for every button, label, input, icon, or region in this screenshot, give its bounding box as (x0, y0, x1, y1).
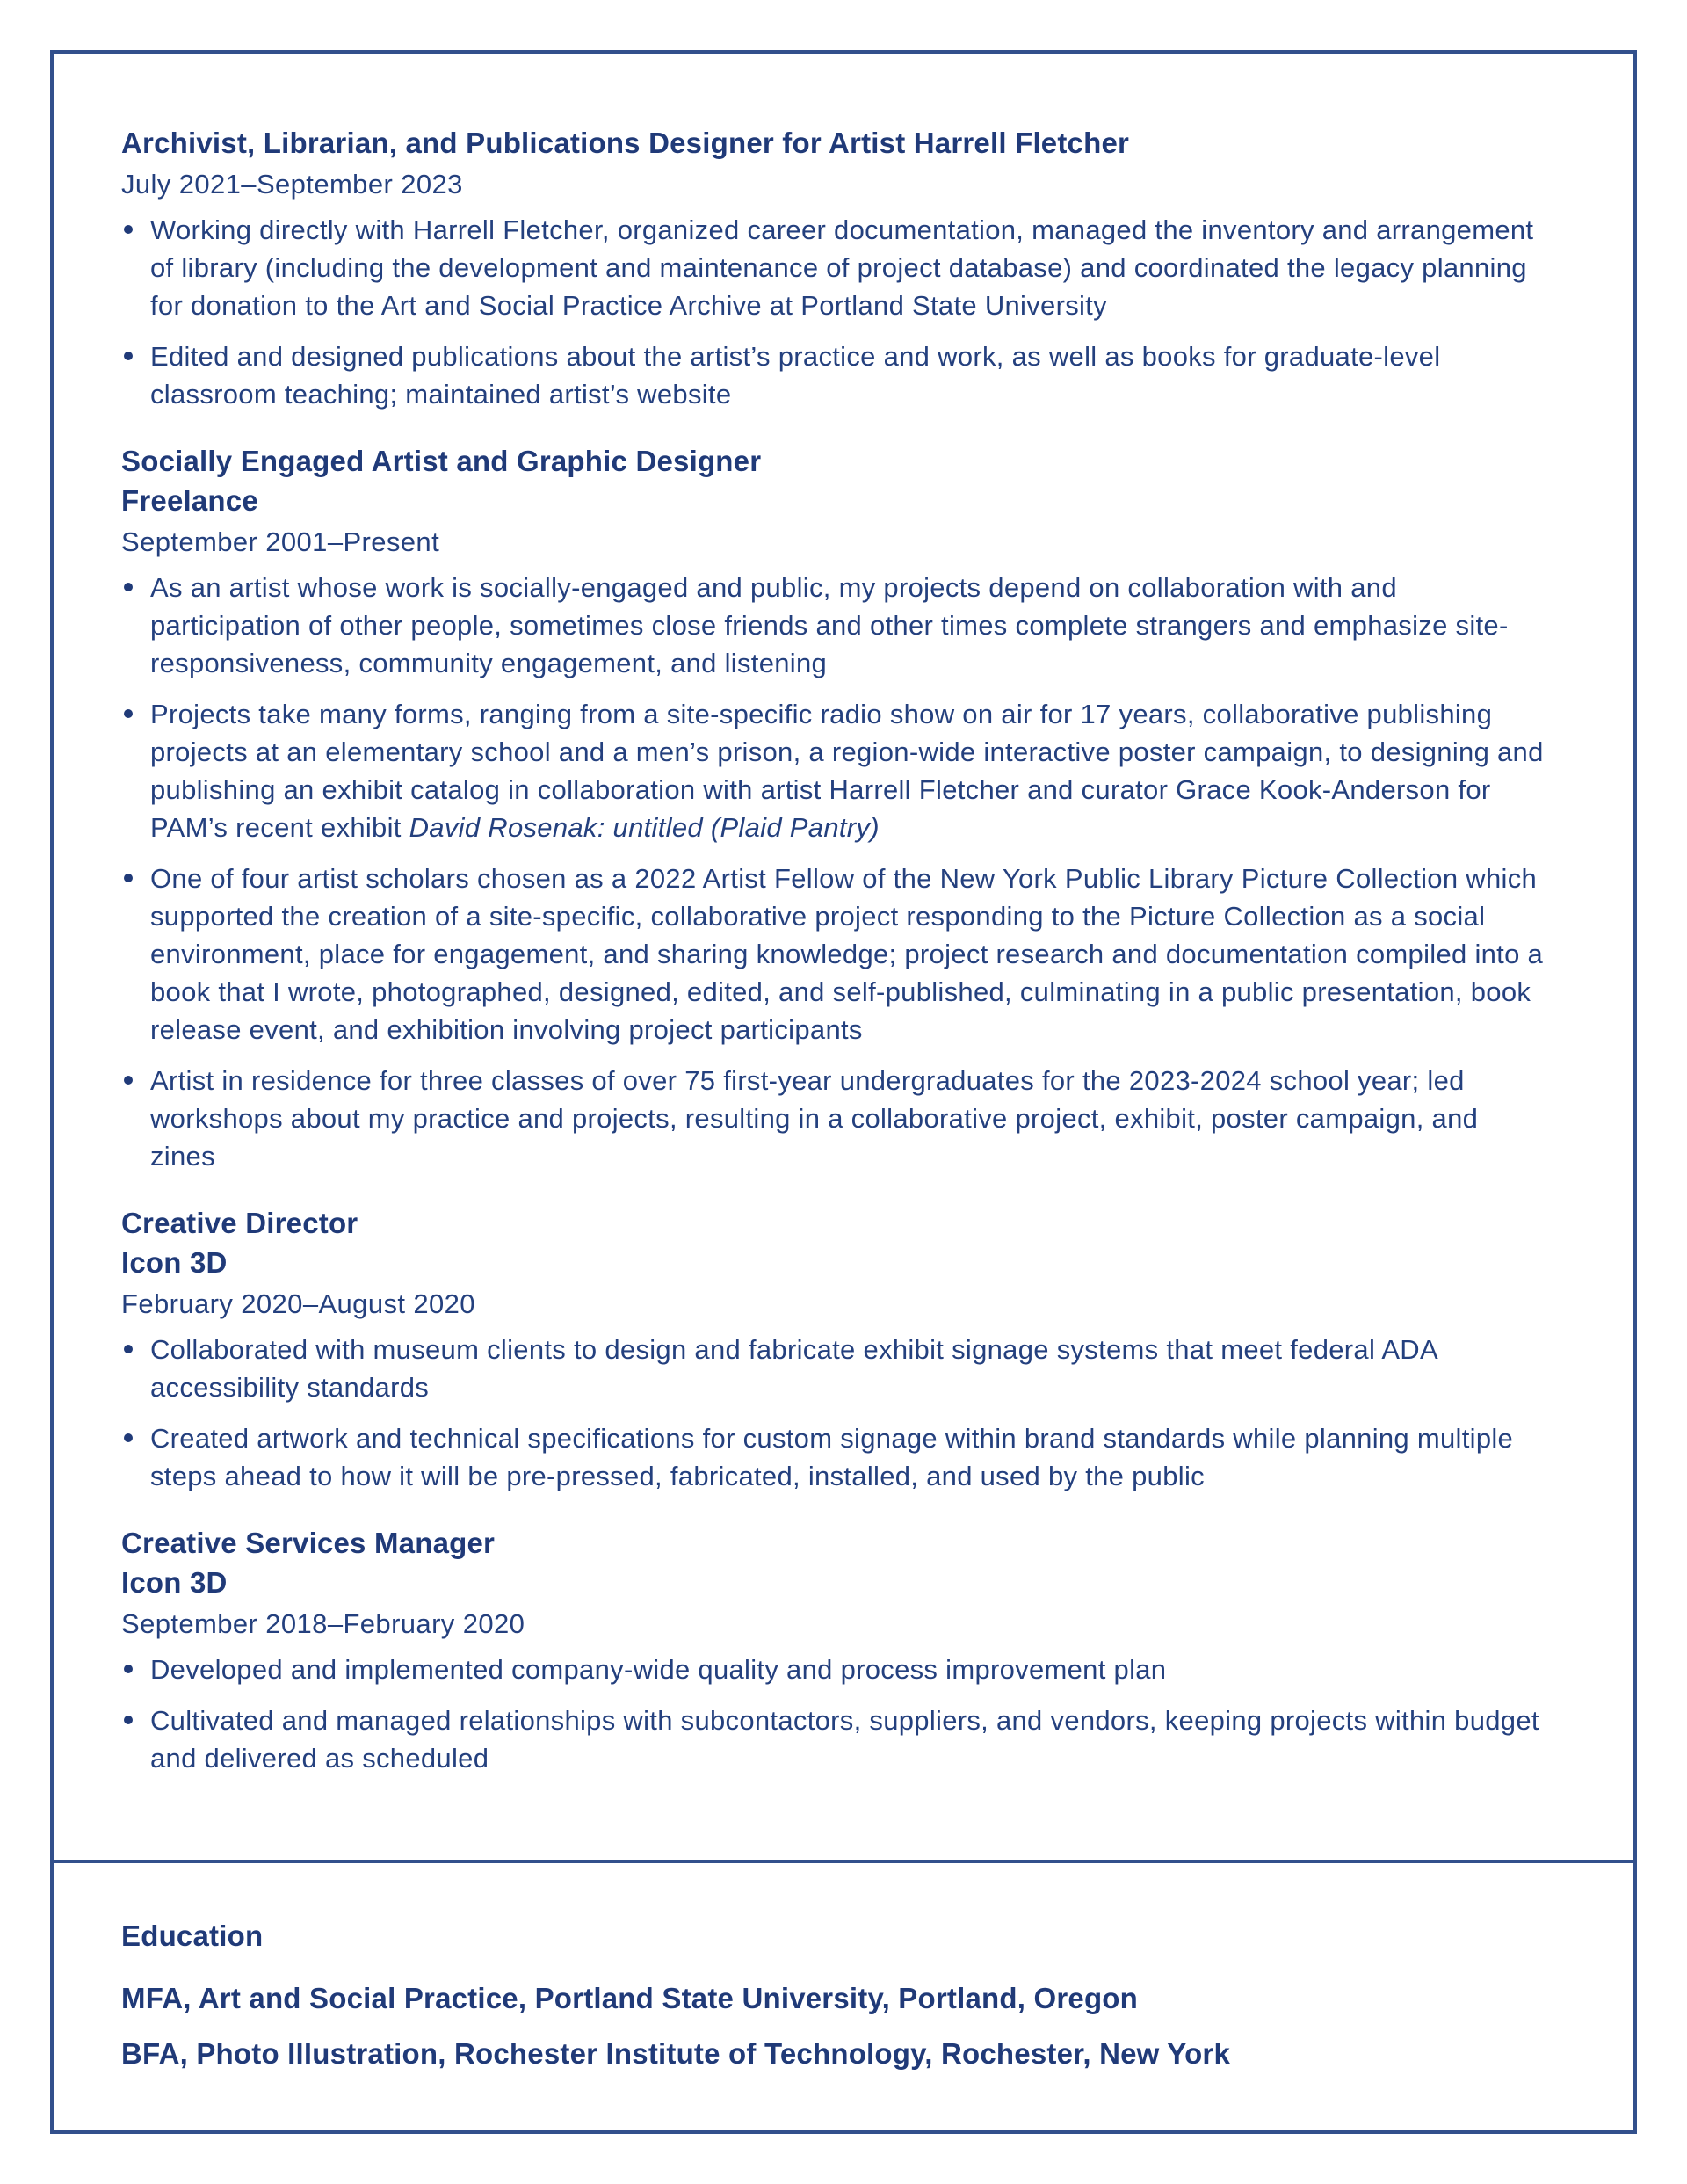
education-heading: Education (121, 1919, 264, 1952)
job-title: Archivist, Librarian, and Publications Designer for Artist Harrell Fletcher (121, 127, 1130, 159)
bullet-text: Cultivated and managed relationships with subcontactors, suppliers, and vendors, keeping projects within budget and delivered as scheduled (150, 1705, 1539, 1774)
job-title: Creative Director (121, 1207, 358, 1239)
bullet-dot-icon (124, 1716, 133, 1724)
job-title: Socially Engaged Artist and Graphic Designer (121, 445, 762, 477)
job-employer: Icon 3D (121, 1246, 228, 1279)
bullet-dot-icon (124, 874, 133, 882)
job-title: Creative Services Manager (121, 1527, 496, 1559)
bullet-text: Working directly with Harrell Fletcher, organized career documentation, managed the inventory and arrangement of library (including the development and maintenance of project database) and coordinated the legacy planning for donation to the Art and Social Practice Archive at Portland State University (150, 214, 1534, 321)
experience-entry-creative-services-manager (121, 1523, 1549, 1777)
job-bullet (121, 1331, 1549, 1406)
section-divider (54, 1860, 1633, 1863)
job-bullet (121, 211, 1549, 324)
job-employer: Icon 3D (121, 1566, 228, 1599)
bullet-text: Developed and implemented company-wide quality and process improvement plan (150, 1654, 1167, 1685)
job-dates: February 2020–August 2020 (121, 1288, 475, 1319)
bullet-text: Collaborated with museum clients to design and fabricate exhibit signage systems that meet federal ADA accessibility standards (150, 1334, 1437, 1403)
experience-list (121, 123, 1549, 1805)
job-bullet (121, 569, 1549, 682)
bullet-text: Created artwork and technical specifications for custom signage within brand standards while planning multiple steps ahead to how it will be pre-pressed, fabricated, installed, and used by the public (150, 1423, 1514, 1491)
job-employer: Freelance (121, 484, 258, 517)
experience-entry-creative-director (121, 1203, 1549, 1495)
bullet-text: Edited and designed publications about the artist’s practice and work, as well as books for graduate-level classroom teaching; maintained artist’s website (150, 341, 1441, 410)
bullet-text: Projects take many forms, ranging from a site-specific radio show on air for 17 years, collaborative publishing projects at an elementary school and a men’s prison, a region-wide interactive poster campaign, to designing and publishing an exhibit catalog in collaboration with artist Harrell Fletcher and curator Grace Kook-Anderson for PAM’s recent exhibit (150, 699, 1544, 843)
bullet-dot-icon (124, 352, 133, 360)
job-bullet (121, 695, 1549, 846)
job-bullet (121, 1651, 1549, 1688)
job-bullets (121, 1651, 1549, 1777)
experience-entry-freelance (121, 441, 1549, 1175)
bullet-text-italic: David Rosenak: untitled (Plaid Pantry) (409, 812, 880, 843)
bullet-dot-icon (124, 1665, 133, 1673)
job-dates: September 2018–February 2020 (121, 1608, 525, 1639)
bullet-dot-icon (124, 225, 133, 234)
bullet-text: One of four artist scholars chosen as a 2022 Artist Fellow of the New York Public Library Picture Collection which supported the creation of a site-specific, collaborative project responding to the Picture Collection as a social environment, place for engagement, and sharing knowledge; project research and documentation compiled into a book that I wrote, photographed, designed, edited, and self-published, culminating in a public presentation, book release event, and exhibition involving project participants (150, 863, 1544, 1045)
bullet-dot-icon (124, 1433, 133, 1442)
bullet-text: Artist in residence for three classes of over 75 first-year undergraduates for the 2023-2024 school year; led workshops about my practice and projects, resulting in a collaborative project, exhibit, poster campaign, and zines (150, 1065, 1479, 1172)
job-bullets (121, 569, 1549, 1175)
job-bullet (121, 860, 1549, 1048)
bullet-dot-icon (124, 583, 133, 591)
job-dates: September 2001–Present (121, 526, 440, 557)
bullet-dot-icon (124, 1076, 133, 1085)
education-item-mfa: MFA, Art and Social Practice, Portland State University, Portland, Oregon (121, 1982, 1139, 2014)
bullet-dot-icon (124, 1345, 133, 1353)
job-bullet (121, 1419, 1549, 1495)
job-bullet (121, 337, 1549, 413)
job-bullets (121, 211, 1549, 413)
bullet-dot-icon (124, 709, 133, 718)
job-bullet (121, 1701, 1549, 1777)
bullet-text: As an artist whose work is socially-engaged and public, my projects depend on collaboration with and participation of other people, sometimes close friends and other times complete strangers and emphasize site-responsiveness, community engagement, and listening (150, 572, 1509, 678)
education-item-bfa: BFA, Photo Illustration, Rochester Institute of Technology, Rochester, New York (121, 2037, 1231, 2070)
education-section (121, 1916, 1549, 2073)
job-bullet (121, 1062, 1549, 1175)
job-dates: July 2021–September 2023 (121, 169, 463, 200)
experience-entry-archivist (121, 123, 1549, 413)
job-bullets (121, 1331, 1549, 1495)
